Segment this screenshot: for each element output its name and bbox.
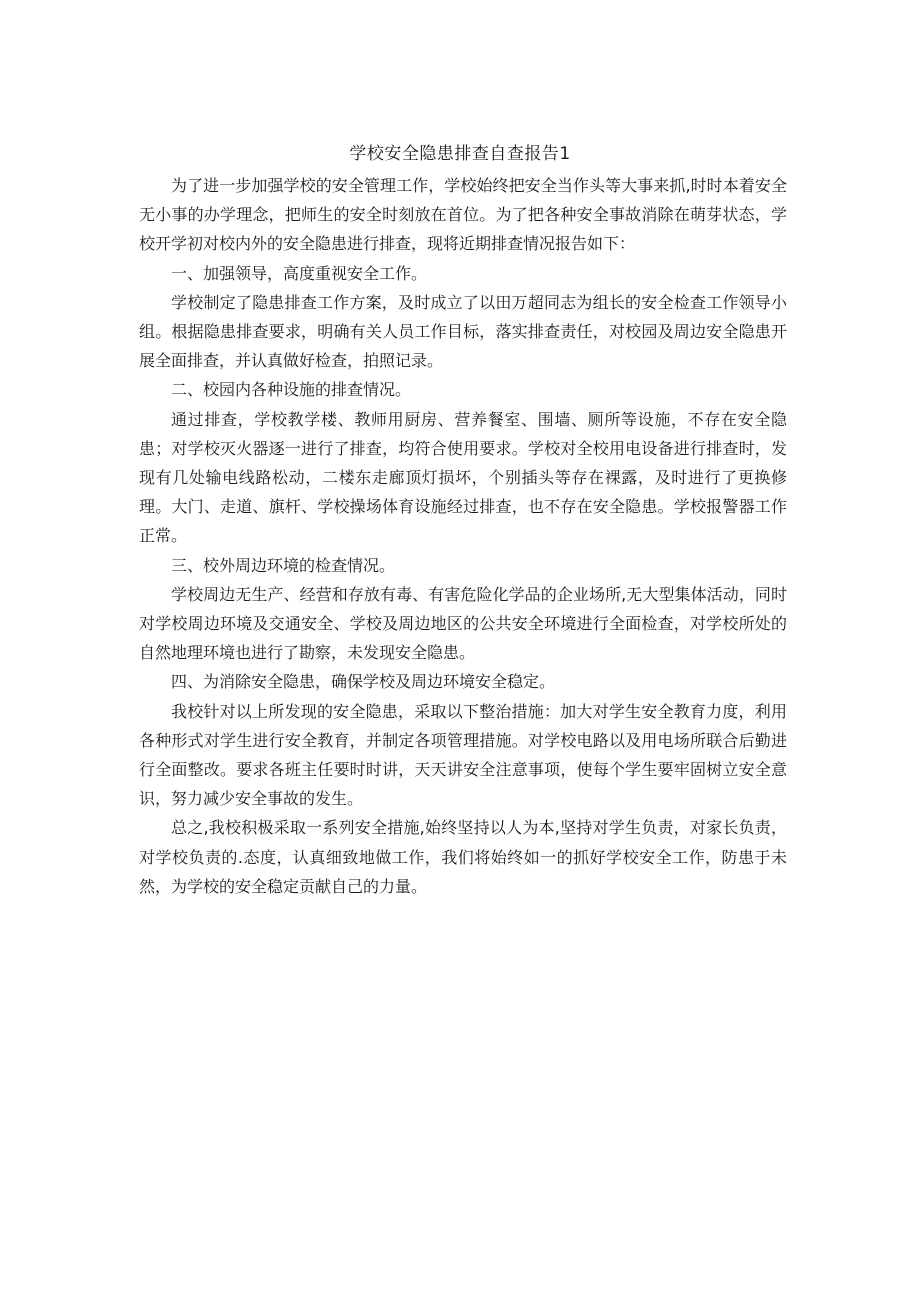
- section-heading-3: 三、校外周边环境的检查情况。: [171, 555, 396, 575]
- section-heading-4: 四、为消除安全隐患，确保学校及周边环境安全稳定。: [171, 672, 556, 692]
- intro-paragraph: 为了进一步加强学校的安全管理工作，学校始终把安全当作头等大事来抓,时时本着安全无小事的办学理念，把师生的安全时刻放在首位。为了把各种安全事故消除在萌芽状态，学校开学初对校内外的安全隐患进行排查，现将近期排查情况报告如下：: [139, 176, 787, 254]
- section-3-paragraph: 学校周边无生产、经营和存放有毒、有害危险化学品的企业场所,无大型集体活动，同时对学校周边环境及交通安全、学校及周边地区的公共安全环境进行全面检查，对学校所处的自然地理环境也进行了勘察，未发现安全隐患。: [139, 584, 787, 663]
- section-1-paragraph: 学校制定了隐患排查工作方案，及时成立了以田万超同志为组长的安全检查工作领导小组。根据隐患排查要求，明确有关人员工作目标，落实排查责任，对校园及周边安全隐患开展全面排查，并认真做好检查，拍照记录。: [139, 292, 787, 371]
- conclusion-paragraph: 总之,我校积极采取一系列安全措施,始终坚持以人为本,坚持对学生负责，对家长负责，对学校负责的.态度，认真细致地做工作，我们将始终如一的抓好学校安全工作，防患于未然，为学校的安全稳定贡献自己的力量。: [139, 818, 787, 896]
- section-heading-2: 二、校园内各种设施的排查情况。: [171, 380, 412, 400]
- section-4-paragraph: 我校针对以上所发现的安全隐患，采取以下整治措施：加大对学生安全教育力度，利用各种形式对学生进行安全教育，并制定各项管理措施。对学校电路以及用电场所联合后勤进行全面整改。要求各班主任要时时讲，天天讲安全注意事项，使每个学生要牢固树立安全意识，努力减少安全事故的发生。: [139, 701, 787, 809]
- document-title: 学校安全隐患排查自查报告1: [349, 144, 571, 164]
- section-2-paragraph: 通过排查，学校教学楼、教师用厨房、营养餐室、围墙、厕所等设施，不存在安全隐患；对学校灭火器逐一进行了排查，均符合使用要求。学校对全校用电设备进行排查时，发现有几处输电线路松动，二楼东走廊顶灯损坏，个别插头等存在裸露，及时进行了更换修理。大门、走道、旗杆、学校操场体育设施经过排查，也不存在安全隐患。学校报警器工作正常。: [139, 409, 787, 546]
- document-body: [139, 171, 787, 901]
- section-heading-1: 一、加强领导，高度重视安全工作。: [171, 263, 428, 283]
